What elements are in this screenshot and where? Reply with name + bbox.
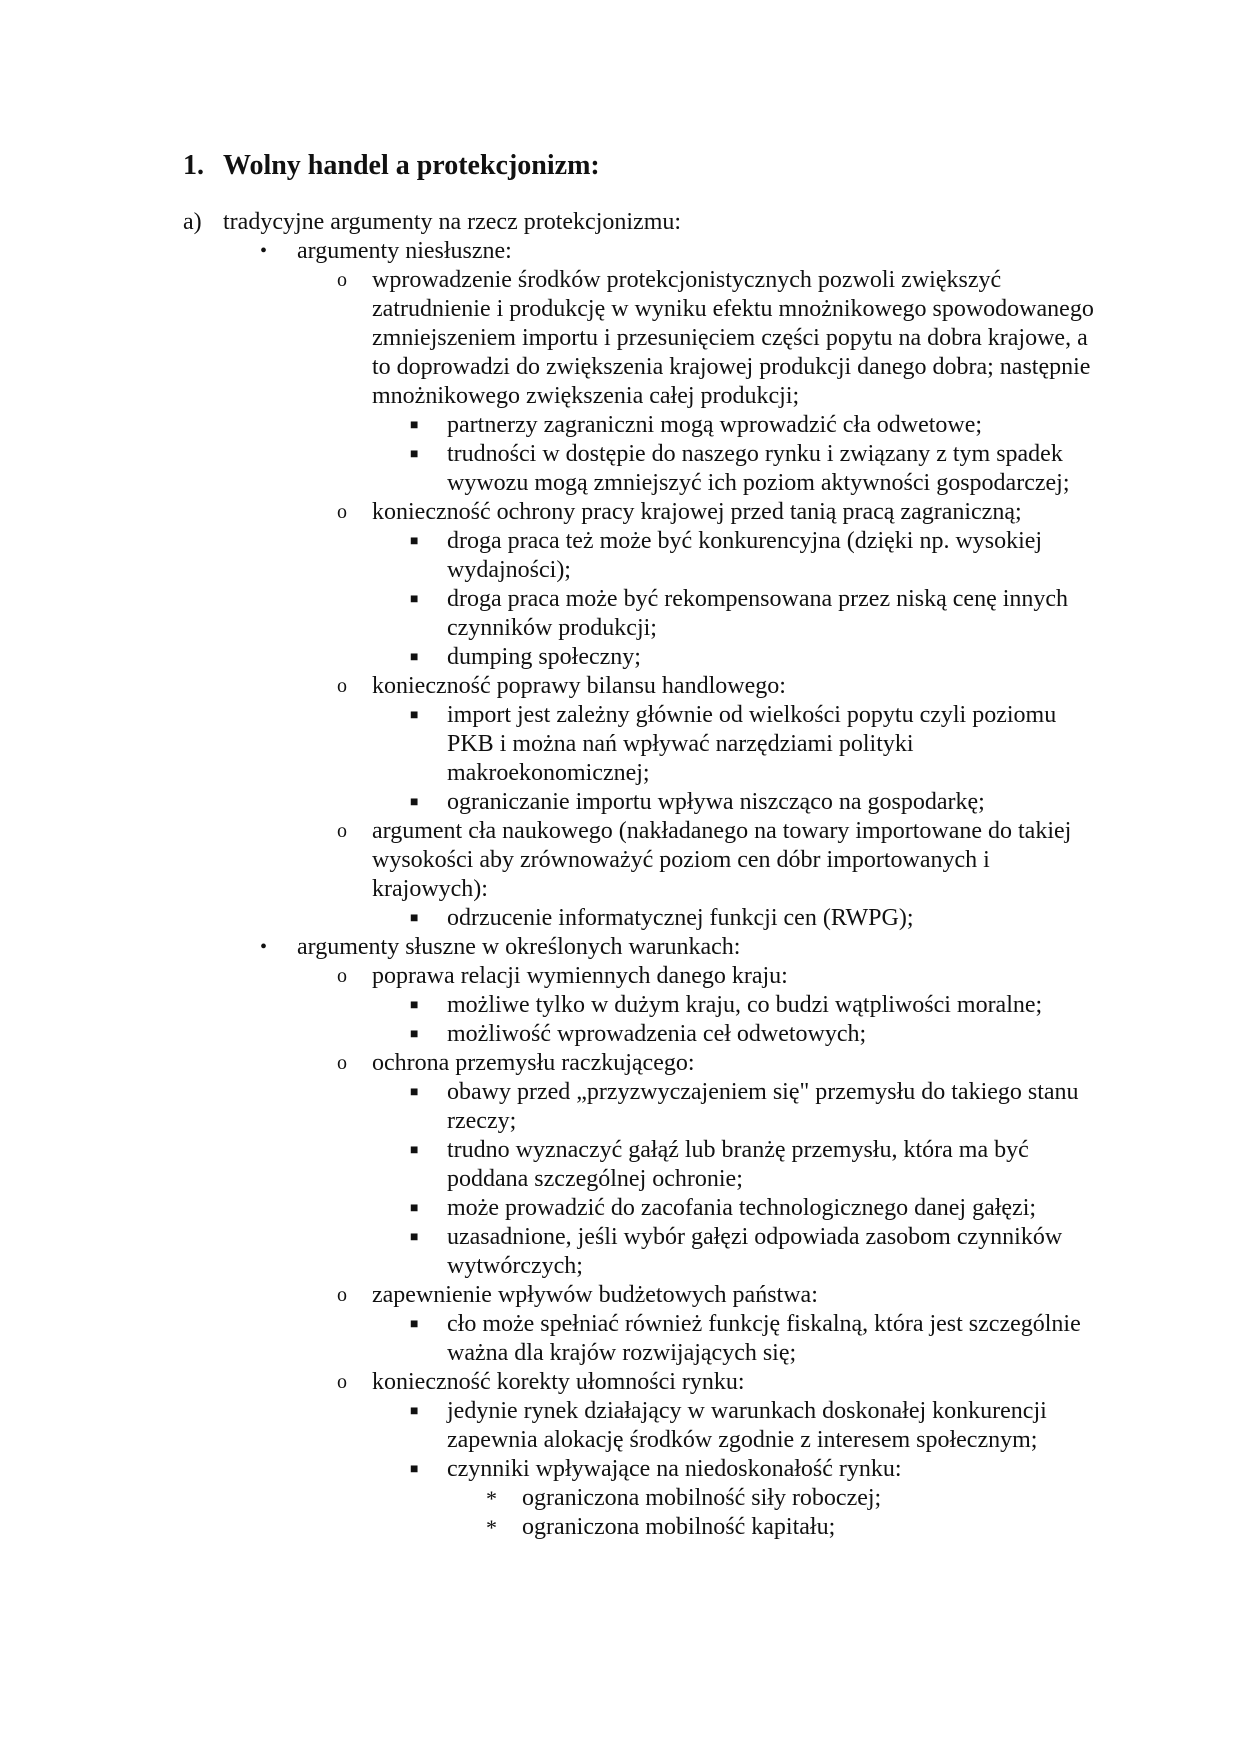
bullet-marker: *: [486, 1486, 497, 1511]
list-item-text: możliwe tylko w dużym kraju, co budzi wątpliwości moralne;: [447, 992, 1043, 1018]
bullet-marker: *: [486, 1515, 497, 1540]
list-item: [0, 1484, 1240, 1513]
list-item: [0, 1223, 1240, 1281]
bullet-marker: o: [337, 1284, 347, 1306]
list-item-text: konieczność ochrony pracy krajowej przed tanią pracą zagraniczną;: [372, 499, 1022, 525]
subsection-title: [183, 208, 681, 237]
list-item: [0, 1310, 1240, 1368]
list-item: [0, 1513, 1240, 1542]
list-item-text: ograniczona mobilność kapitału;: [522, 1514, 836, 1540]
bullet-marker: ■: [410, 1085, 419, 1100]
bullet-marker: o: [337, 269, 347, 291]
list-item: [0, 1368, 1240, 1397]
list-item-text: argument cła naukowego (nakładanego na towary importowane do takiej wysokości aby zrównoważyć poziom cen dóbr importowanych i krajowych):: [372, 818, 1072, 902]
list-item: [0, 1049, 1240, 1078]
bullet-marker: ■: [410, 1317, 419, 1332]
bullet-marker: •: [260, 936, 268, 958]
list-item: [0, 1397, 1240, 1455]
list-item-text: trudno wyznaczyć gałąź lub branżę przemysłu, która ma być poddana szczególnej ochronie;: [447, 1137, 1029, 1192]
list-item: [0, 1455, 1240, 1484]
bullet-marker: ■: [410, 534, 419, 549]
bullet-marker: o: [337, 501, 347, 523]
bullet-marker: ■: [410, 998, 419, 1013]
list-item-text: ograniczona mobilność siły roboczej;: [522, 1485, 882, 1511]
list-item: [0, 1136, 1240, 1194]
list-item: [0, 817, 1240, 904]
bullet-marker: ■: [410, 1027, 419, 1042]
list-item: [0, 498, 1240, 527]
list-item: [0, 411, 1240, 440]
heading-title: Wolny handel a protekcjonizm:: [223, 150, 600, 181]
list-item: [0, 643, 1240, 672]
list-item-text: obawy przed „przyzwyczajeniem się" przemysłu do takiego stanu rzeczy;: [447, 1079, 1079, 1134]
list-item-text: argumenty słuszne w określonych warunkach:: [297, 934, 741, 960]
list-item-text: argumenty niesłuszne:: [297, 238, 512, 264]
list-item: [0, 904, 1240, 933]
list-item-text: poprawa relacji wymiennych danego kraju:: [372, 963, 788, 989]
list-item-text: ochrona przemysłu raczkującego:: [372, 1050, 695, 1076]
list-item: [0, 672, 1240, 701]
bullet-marker: ■: [410, 418, 419, 433]
list-item-text: import jest zależny głównie od wielkości popytu czyli poziomu PKB i można nań wpływać narzędziami polityki makroekonomicznej;: [447, 702, 1057, 786]
list-item-text: możliwość wprowadzenia ceł odwetowych;: [447, 1021, 867, 1047]
list-item-text: odrzucenie informatycznej funkcji cen (RWPG);: [447, 905, 914, 931]
bullet-marker: ■: [410, 795, 419, 810]
list-item: [0, 266, 1240, 411]
list-item-text: dumping społeczny;: [447, 644, 641, 670]
list-item: [0, 1281, 1240, 1310]
list-item-text: ograniczanie importu wpływa niszcząco na gospodarkę;: [447, 789, 985, 815]
bullet-marker: ■: [410, 1404, 419, 1419]
list-item: [0, 237, 1240, 266]
list-item-text: partnerzy zagraniczni mogą wprowadzić cła odwetowe;: [447, 412, 983, 438]
bullet-marker: ■: [410, 911, 419, 926]
list-item: [0, 933, 1240, 962]
subsection-marker: a): [183, 209, 202, 235]
list-item: [0, 527, 1240, 585]
list-item: [0, 991, 1240, 1020]
list-item-text: konieczność poprawy bilansu handlowego:: [372, 673, 786, 699]
list-item-text: droga praca też może być konkurencyjna (dzięki np. wysokiej wydajności);: [447, 528, 1043, 583]
list-item-text: wprowadzenie środków protekcjonistycznych pozwoli zwiększyć zatrudnienie i produkcję w wyniku efektu mnożnikowego spowodowanego zmniejszeniem importu i przesunięciem części popytu na dobra krajowe, a to doprowadzi do zwiększenia krajowej produkcji danego dobra; następnie mnożnikowego zwiększenia całej produkcji;: [372, 267, 1094, 409]
bullet-marker: ■: [410, 1230, 419, 1245]
bullet-marker: ■: [410, 650, 419, 665]
bullet-marker: ■: [410, 1143, 419, 1158]
bullet-marker: ■: [410, 1462, 419, 1477]
list-item: [0, 1020, 1240, 1049]
list-item-text: jedynie rynek działający w warunkach doskonałej konkurencji zapewnia alokację środków zgodnie z interesem społecznym;: [447, 1398, 1047, 1453]
list-item: [0, 1194, 1240, 1223]
heading-number: 1.: [183, 150, 204, 181]
bullet-marker: o: [337, 1052, 347, 1074]
bullet-marker: o: [337, 1371, 347, 1393]
list-item: [0, 962, 1240, 991]
bullet-marker: •: [260, 240, 268, 262]
outline-list: [0, 237, 1240, 1542]
bullet-marker: o: [337, 820, 347, 842]
bullet-marker: ■: [410, 708, 419, 723]
list-item: [0, 701, 1240, 788]
list-item-text: cło może spełniać również funkcję fiskalną, która jest szczególnie ważna dla krajów rozwijających się;: [447, 1311, 1081, 1366]
list-item-text: uzasadnione, jeśli wybór gałęzi odpowiada zasobom czynników wytwórczych;: [447, 1224, 1063, 1279]
bullet-marker: ■: [410, 592, 419, 607]
subsection-text: tradycyjne argumenty na rzecz protekcjonizmu:: [223, 209, 682, 235]
list-item-text: czynniki wpływające na niedoskonałość rynku:: [447, 1456, 902, 1482]
list-item: [0, 788, 1240, 817]
list-item: [0, 1078, 1240, 1136]
list-item: [0, 440, 1240, 498]
bullet-marker: o: [337, 675, 347, 697]
list-item-text: trudności w dostępie do naszego rynku i związany z tym spadek wywozu mogą zmniejszyć ich poziom aktywności gospodarczej;: [447, 441, 1070, 496]
list-item-text: może prowadzić do zacofania technologicznego danej gałęzi;: [447, 1195, 1037, 1221]
list-item: [0, 585, 1240, 643]
list-item-text: zapewnienie wpływów budżetowych państwa:: [372, 1282, 818, 1308]
bullet-marker: o: [337, 965, 347, 987]
section-heading: [183, 146, 600, 186]
list-item-text: konieczność korekty ułomności rynku:: [372, 1369, 745, 1395]
bullet-marker: ■: [410, 1201, 419, 1216]
bullet-marker: ■: [410, 447, 419, 462]
list-item-text: droga praca może być rekompensowana przez niską cenę innych czynników produkcji;: [447, 586, 1069, 641]
